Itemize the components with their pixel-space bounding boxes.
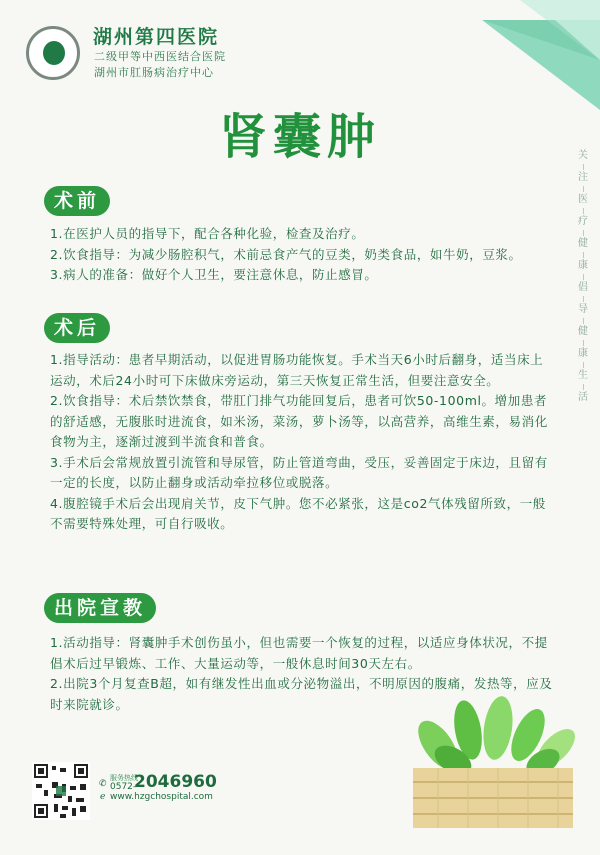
area-code: 0572- xyxy=(110,782,137,792)
list-item: 4.腹腔镜手术后会出现肩关节，皮下气肿。您不必紧张，这是co2气体残留所致，一般不需要特殊处理，可自行吸收。 xyxy=(50,495,546,531)
slogan-char: 康 xyxy=(578,260,588,271)
corner-decoration xyxy=(460,0,600,110)
phone-icon: ✆ xyxy=(99,779,107,789)
hospital-subtitle: 二级甲等中西医结合医院 xyxy=(94,50,226,63)
slogan-char: 健 xyxy=(578,326,588,337)
list-item: 2.出院3个月复查B超，如有继发性出血或分泌物溢出，不明原因的腹痛，发热等，应及时来院就诊。 xyxy=(50,676,553,712)
qr-code xyxy=(32,762,90,820)
phone-number: 2046960 xyxy=(134,772,217,792)
slogan-char: 疗 xyxy=(578,216,588,227)
slogan-char: 倡 xyxy=(578,282,588,293)
slogan-char: 康 xyxy=(578,348,588,359)
section-preop-body xyxy=(50,224,555,286)
hotline-label: 服务热线 xyxy=(110,774,138,782)
website-url: www.hzgchospital.com xyxy=(110,792,213,802)
section-postop-body xyxy=(50,350,555,535)
web-icon: ℯ xyxy=(100,792,106,802)
slogan-char: 活 xyxy=(578,392,588,403)
slogan-char: 注 xyxy=(578,172,588,183)
list-item: 1.在医护人员的指导下，配合各种化验，检查及治疗。 xyxy=(50,226,365,241)
slogan-char: 健 xyxy=(578,238,588,249)
hospital-name: 湖州第四医院 xyxy=(93,26,220,48)
list-item: 3.病人的准备：做好个人卫生，要注意休息，防止感冒。 xyxy=(50,267,378,282)
section-heading-preop: 术前 xyxy=(44,186,110,216)
plant-basket-illustration xyxy=(398,690,588,830)
slogan-char: 关 xyxy=(578,150,588,161)
vertical-slogan xyxy=(576,150,590,404)
slogan-char: 导 xyxy=(578,304,588,315)
list-item: 3.手术后会常规放置引流管和导尿管，防止管道弯曲，受压，妥善固定于床边，且留有一定的长度，以防止翻身或活动牵拉移位或脱落。 xyxy=(50,454,548,490)
slogan-char: 生 xyxy=(578,370,588,381)
hospital-logo xyxy=(26,26,80,80)
list-item: 1.活动指导：肾囊肿手术创伤虽小，但也需要一个恢复的过程，以适应身体状况，不提倡术后过早锻炼、工作、大量运动等，一般休息时间30天左右。 xyxy=(50,635,548,671)
hospital-center: 湖州市肛肠病治疗中心 xyxy=(94,66,214,79)
list-item: 2.饮食指导：术后禁饮禁食，带肛门排气功能回复后，患者可饮50-100ml。增加患者的舒适感，无腹胀时进流食，如米汤，菜汤，萝卜汤等，以高营养，高维生素，易消化食物为主，逐渐过渡到半流食和普食。 xyxy=(50,393,548,449)
page-title: 肾囊肿 xyxy=(218,109,381,165)
list-item: 2.饮食指导：为减少肠腔积气，术前忌食产气的豆类，奶类食品，如牛奶，豆浆。 xyxy=(50,246,522,262)
slogan-char: 医 xyxy=(578,194,588,205)
list-item: 1.指导活动：患者早期活动，以促进胃肠功能恢复。手术当天6小时后翻身，适当床上运动，术后24小时可下床做床旁运动，第三天恢复正常生活，但要注意安全。 xyxy=(50,352,544,388)
section-heading-postop: 术后 xyxy=(44,313,110,343)
section-heading-discharge: 出院宣教 xyxy=(44,593,156,623)
